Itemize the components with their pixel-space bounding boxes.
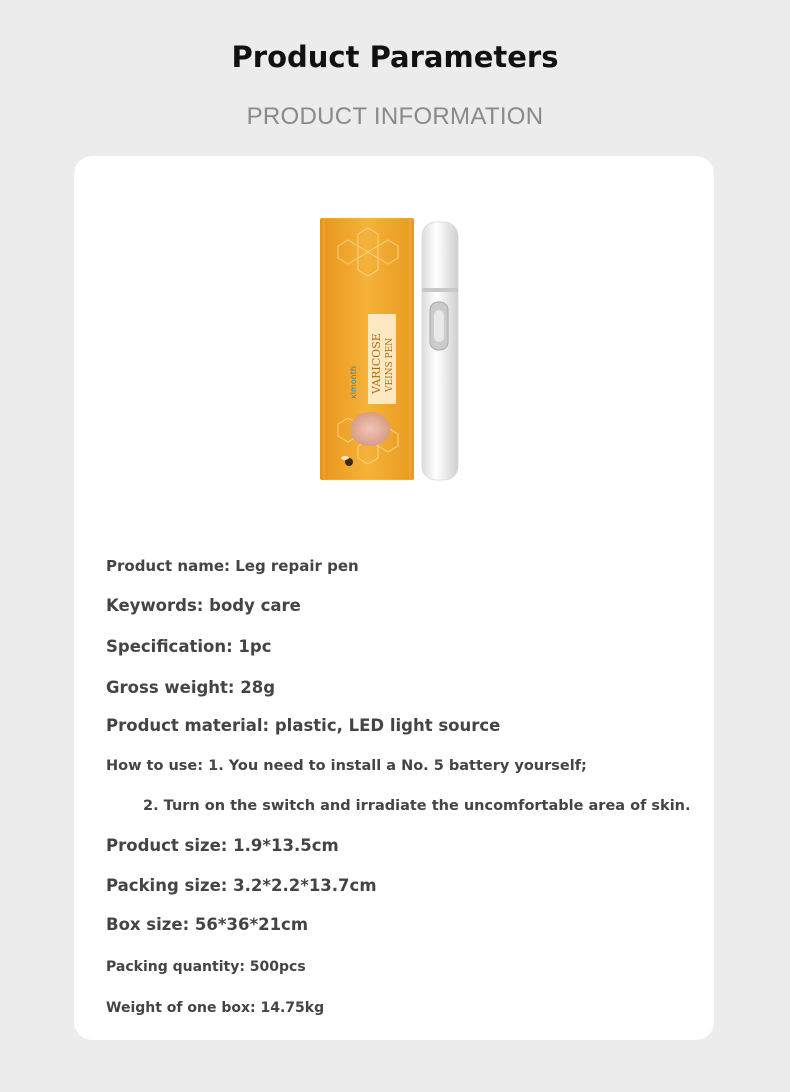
param-box-size: Box size: 56*36*21cm [106, 915, 309, 934]
param-packing-quantity: Packing quantity: 500pcs [106, 959, 306, 975]
product-box [320, 218, 414, 480]
product-pen [422, 222, 458, 480]
page-title: Product Parameters [231, 40, 559, 74]
param-gross-weight: Gross weight: 28g [106, 678, 276, 697]
param-keywords: Keywords: body care [106, 596, 301, 615]
box-title-line1: VARICOSE [370, 333, 383, 394]
param-product-name: Product name: Leg repair pen [106, 557, 359, 575]
param-how-to-use-2: 2. Turn on the switch and irradiate the uncomfortable area of skin. [143, 798, 691, 814]
product-info-card [74, 156, 714, 1040]
skin-image [350, 412, 390, 446]
product-image [318, 214, 470, 484]
param-box-weight: Weight of one box: 14.75kg [106, 1000, 325, 1016]
box-title-line2: VEINS PEN [385, 337, 395, 392]
param-material: Product material: plastic, LED light source [106, 716, 501, 735]
param-packing-size: Packing size: 3.2*2.2*13.7cm [106, 876, 377, 895]
param-product-size: Product size: 1.9*13.5cm [106, 836, 339, 855]
param-specification: Specification: 1pc [106, 637, 272, 656]
box-brand: ximonth [349, 366, 358, 399]
param-how-to-use-1: How to use: 1. You need to install a No. 5 battery yourself; [106, 758, 587, 774]
page-subtitle: PRODUCT INFORMATION [246, 103, 544, 130]
